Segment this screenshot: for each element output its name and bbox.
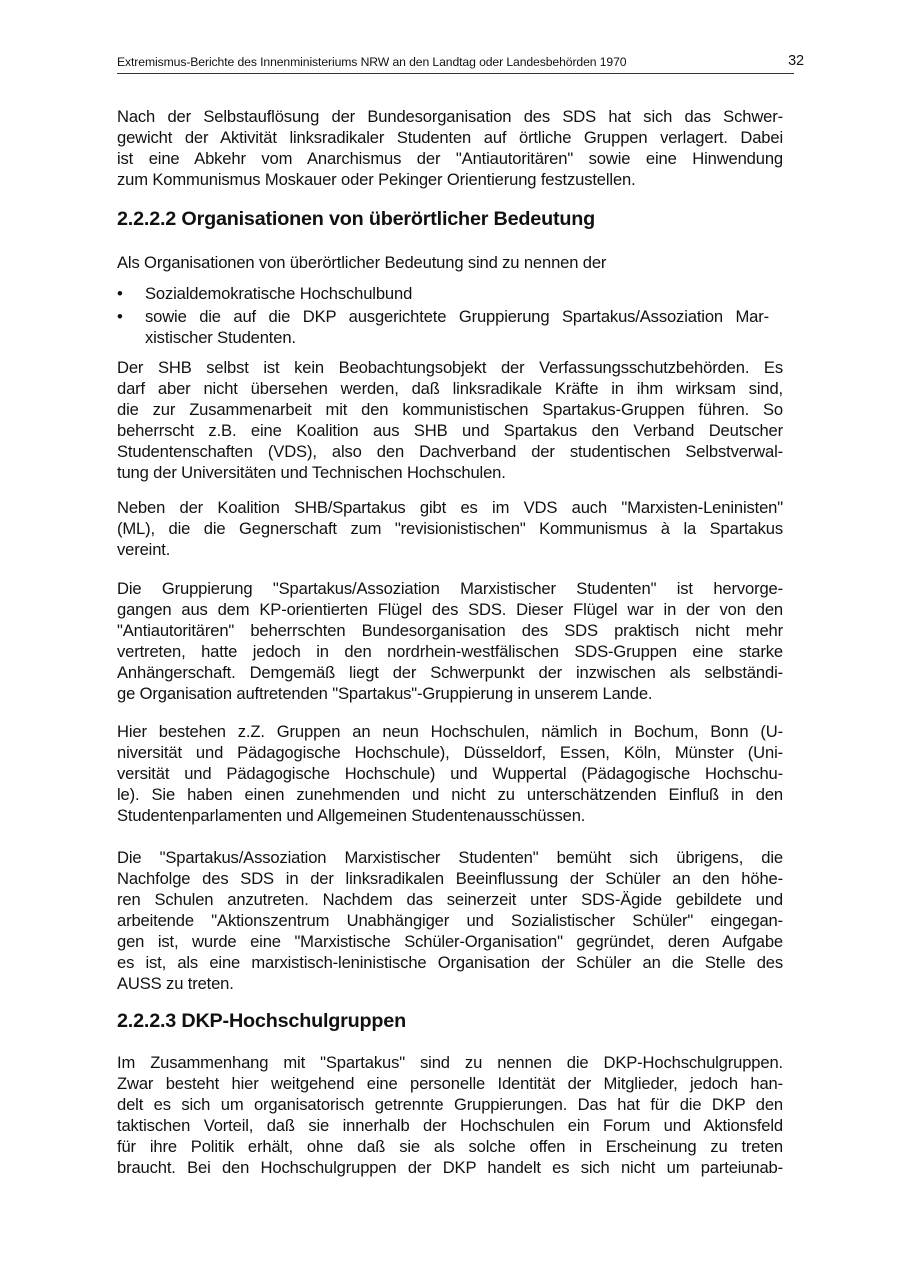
text-line: Hier bestehen z.Z. Gruppen an neun Hochschulen, nämlich in Bochum, Bonn (U- <box>117 722 783 741</box>
paragraph-marxisten-leninisten <box>117 497 783 560</box>
page-number: 32 <box>788 53 804 69</box>
text-line: ge Organisation auftretenden "Spartakus"-Gruppierung in unserem Lande. <box>117 684 653 703</box>
text-line: gen ist, wurde eine "Marxistische Schüler-Organisation" gegründet, deren Aufgabe <box>117 932 783 951</box>
text-line: braucht. Bei den Hochschulgruppen der DKP handelt es sich nicht um parteiunab- <box>117 1158 783 1177</box>
text-line: beherrscht z.B. eine Koalition aus SHB und Spartakus den Verband Deutscher <box>117 421 783 440</box>
text-line: Die "Spartakus/Assoziation Marxistischer Studenten" bemüht sich übrigens, die <box>117 848 783 867</box>
text-line: "Antiautoritären" beherrschten Bundesorganisation des SDS praktisch nicht mehr <box>117 621 783 640</box>
text-line: Nachfolge des SDS in der linksradikalen Beeinflussung der Schüler an den höhe- <box>117 869 783 888</box>
text-line: für ihre Politik erhält, ohne daß sie als solche offen in Erscheinung zu treten <box>117 1137 783 1156</box>
paragraph-school-influence <box>117 847 783 994</box>
running-header <box>117 53 804 74</box>
text-line: Neben der Koalition SHB/Spartakus gibt es im VDS auch "Marxisten-Leninisten" <box>117 498 783 517</box>
text-line: arbeitende "Aktionszentrum Unabhängiger und Sozialistischer Schüler" eingegan- <box>117 911 783 930</box>
text-line: Sozialdemokratische Hochschulbund <box>145 284 413 303</box>
text-line: vertreten, hatte jedoch in den nordrhein-westfälischen SDS-Gruppen eine starke <box>117 642 783 661</box>
text-line: le). Sie haben einen zunehmenden und nicht zu unterschätzenden Einfluß in den <box>117 785 783 804</box>
section-heading-2-2-2-3: 2.2.2.3 DKP-Hochschulgruppen <box>117 1010 406 1032</box>
text-line: Studentenschaften (VDS), also den Dachverband der studentischen Selbstverwal- <box>117 442 783 461</box>
text-line: (ML), die die Gegnerschaft zum "revisionistischen" Kommunismus à la Spartakus <box>117 519 783 538</box>
text-line: Im Zusammenhang mit "Spartakus" sind zu nennen die DKP-Hochschulgruppen. <box>117 1053 783 1072</box>
text-line: darf aber nicht übersehen werden, daß linksradikale Kräfte in ihm wirksam sind, <box>117 379 783 398</box>
text-line: Als Organisationen von überörtlicher Bedeutung sind zu nennen der <box>117 253 607 272</box>
bullet-icon: • <box>117 307 123 326</box>
text-line: gewicht der Aktivität linksradikaler Studenten auf örtliche Gruppen verlagert. Dabei <box>117 128 783 147</box>
text-line: taktischen Vorteil, daß sie innerhalb der Hochschulen ein Forum und Aktionsfeld <box>117 1116 783 1135</box>
text-line: es ist, als eine marxistisch-leninistische Organisation der Schüler an die Stelle des <box>117 953 783 972</box>
text-line: xistischer Studenten. <box>145 328 296 347</box>
text-line: delt es sich um organisatorisch getrennte Gruppierungen. Das hat für die DKP den <box>117 1095 783 1114</box>
text-line: Anhängerschaft. Demgemäß liegt der Schwerpunkt der inzwischen als selbständi- <box>117 663 783 682</box>
text-line: sowie die auf die DKP ausgerichtete Gruppierung Spartakus/Assoziation Mar- <box>145 307 769 326</box>
organisations-bullet-list <box>117 283 783 348</box>
text-line: Die Gruppierung "Spartakus/Assoziation Marxistischer Studenten" ist hervorge- <box>117 579 783 598</box>
text-line: vereint. <box>117 540 171 559</box>
text-line: Studentenparlamenten und Allgemeinen Studentenausschüssen. <box>117 806 586 825</box>
paragraph-dkp-groups <box>117 1052 783 1178</box>
text-line: Der SHB selbst ist kein Beobachtungsobjekt der Verfassungsschutzbehörden. Es <box>117 358 783 377</box>
text-line: zum Kommunismus Moskauer oder Pekinger Orientierung festzustellen. <box>117 170 636 189</box>
text-line: ist eine Abkehr vom Anarchismus der "Antiautoritären" sowie eine Hinwendung <box>117 149 783 168</box>
text-line: AUSS zu treten. <box>117 974 234 993</box>
text-line: versität und Pädagogische Hochschule) und Wuppertal (Pädagogische Hochschu- <box>117 764 783 783</box>
text-line: niversität und Pädagogische Hochschule), Düsseldorf, Essen, Köln, Münster (Uni- <box>117 743 783 762</box>
bullet-icon: • <box>117 284 123 303</box>
paragraph-organisations-intro <box>117 252 783 273</box>
header-title: Extremismus-Berichte des Innenministeriums NRW an den Landtag oder Landesbehörden 1970 <box>117 55 627 69</box>
text-line: Nach der Selbstauflösung der Bundesorganisation des SDS hat sich das Schwer- <box>117 107 783 126</box>
section-heading-2-2-2-2: 2.2.2.2 Organisationen von überörtlicher Bedeutung <box>117 208 596 230</box>
text-line: gangen aus dem KP-orientierten Flügel des SDS. Dieser Flügel war in der von den <box>117 600 783 619</box>
text-line: Zwar besteht hier weitgehend eine personelle Identität der Mitglieder, jedoch han- <box>117 1074 783 1093</box>
list-item <box>117 306 769 348</box>
paragraph-shb <box>117 357 783 483</box>
paragraph-sds-dissolution <box>117 106 783 190</box>
text-line: die zur Zusammenarbeit mit den kommunistischen Spartakus-Gruppen führen. So <box>117 400 783 419</box>
list-item <box>117 283 769 304</box>
text-line: tung der Universitäten und Technischen Hochschulen. <box>117 463 506 482</box>
paragraph-university-groups <box>117 721 783 826</box>
text-line: ren Schulen anzutreten. Nachdem das seinerzeit unter SDS-Ägide gebildete und <box>117 890 783 909</box>
paragraph-spartakus-origin <box>117 578 783 704</box>
